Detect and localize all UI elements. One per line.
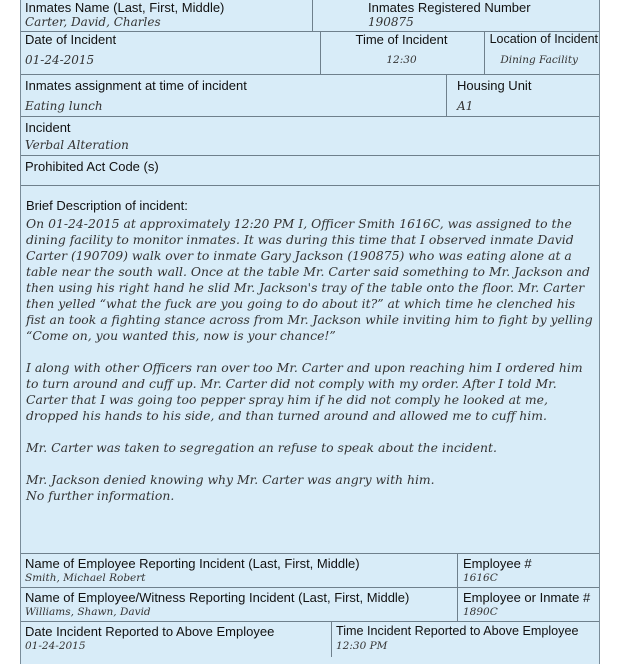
housing-unit-cell [446, 75, 599, 116]
assignment-label: Inmates assignment at time of incident [25, 78, 247, 93]
housing-unit-label: Housing Unit [457, 78, 532, 93]
incident-report-form [20, 0, 600, 664]
incident-row [21, 116, 599, 155]
date-of-incident-label: Date of Incident [25, 32, 117, 47]
date-of-incident-cell [25, 32, 315, 74]
date-of-incident-value: 01-24-2015 [25, 53, 95, 67]
assignment-cell [25, 75, 440, 116]
report-time-cell [331, 622, 599, 657]
inmate-name-label: Inmates Name (Last, First, Middle) [25, 0, 225, 15]
registered-number-cell [312, 0, 599, 31]
inmate-row [21, 0, 599, 31]
location-of-incident-cell [484, 32, 599, 74]
report-time-value: 12:30 PM [336, 640, 388, 652]
incident-cell [25, 117, 595, 155]
housing-unit-value: A1 [457, 99, 474, 113]
report-date-value: 01-24-2015 [25, 640, 86, 652]
description-paragraph-4-line-1: Mr. Jackson denied knowing why Mr. Carter was angry with him. [26, 472, 435, 487]
time-of-incident-label: Time of Incident [355, 32, 448, 47]
inmate-name-value: Carter, David, Charles [25, 15, 161, 29]
description-label: Brief Description of incident: [26, 198, 188, 213]
prohibited-code-label: Prohibited Act Code (s) [25, 159, 159, 174]
incident-label: Incident [25, 120, 71, 135]
witness-number-label: Employee or Inmate # [463, 590, 591, 605]
reporting-employee-name-label: Name of Employee Reporting Incident (Last, First, Middle) [25, 556, 360, 571]
time-of-incident-cell [320, 32, 482, 74]
employee-number-label: Employee # [463, 556, 532, 571]
reporting-employee-name-cell [25, 554, 455, 587]
description-paragraph-3: Mr. Carter was taken to segregation an refuse to speak about the incident. [26, 440, 497, 455]
report-time-label: Time Incident Reported to Above Employee [336, 624, 579, 638]
reporting-employee-row [21, 553, 599, 587]
incident-info-row [21, 31, 599, 74]
prohibited-code-row [21, 155, 599, 185]
assignment-value: Eating lunch [25, 99, 103, 113]
report-date-cell [25, 622, 327, 657]
employee-number-cell [457, 554, 599, 587]
witness-name-label: Name of Employee/Witness Reporting Incident (Last, First, Middle) [25, 590, 410, 605]
assignment-row [21, 74, 599, 116]
location-of-incident-label: Location of Incident [489, 32, 598, 46]
description-paragraph-1: On 01-24-2015 at approximately 12:20 PM I, Officer Smith 1616C, was assigned to the dining facility to monitor inmates. It was during this time that I observed inmate David Carter (190709) walk over to inmate Gary Jackson (190875) who was eating alone at a table near the south wall. Once at the table Mr. Carter said something to Mr. Jackson and then using his right hand he slid Mr. Jackson's tray of the table onto the floor. Mr. Carter then yelled “what the fuck are you going to do about it?” at which time he clenched his fist an took a fighting stance across from Mr. Jackson while inviting him to fight by yelling “Come on, you wanted this, now is your chance!” [26, 216, 593, 343]
report-date-label: Date Incident Reported to Above Employee [25, 624, 275, 639]
witness-number-cell [457, 588, 599, 621]
reporting-employee-name-value: Smith, Michael Robert [25, 572, 146, 584]
description-row [21, 185, 599, 553]
time-of-incident-value: 12:30 [386, 54, 417, 66]
registered-number-value: 190875 [368, 15, 414, 29]
prohibited-code-cell [25, 156, 595, 185]
employee-number-value: 1616C [463, 572, 498, 584]
location-of-incident-value: Dining Facility [500, 54, 578, 66]
report-timing-row [21, 621, 599, 657]
witness-row [21, 587, 599, 621]
description-cell [26, 186, 594, 553]
witness-number-value: 1890C [463, 606, 498, 618]
incident-value: Verbal Alteration [25, 138, 129, 152]
registered-number-label: Inmates Registered Number [368, 0, 531, 15]
witness-name-value: Williams, Shawn, David [25, 606, 151, 618]
description-paragraph-4-line-2: No further information. [26, 488, 175, 503]
witness-name-cell [25, 588, 455, 621]
description-paragraph-2: I along with other Officers ran over too Mr. Carter and upon reaching him I ordered him to turn around and cuff up. Mr. Carter did not comply with my order. After I told Mr. Carter that I was going too pepper spray him if he did not comply he looked at me, dropped his hands to his side, and than turned around and allowed me to cuff him. [26, 360, 583, 423]
inmate-name-cell [25, 0, 310, 31]
